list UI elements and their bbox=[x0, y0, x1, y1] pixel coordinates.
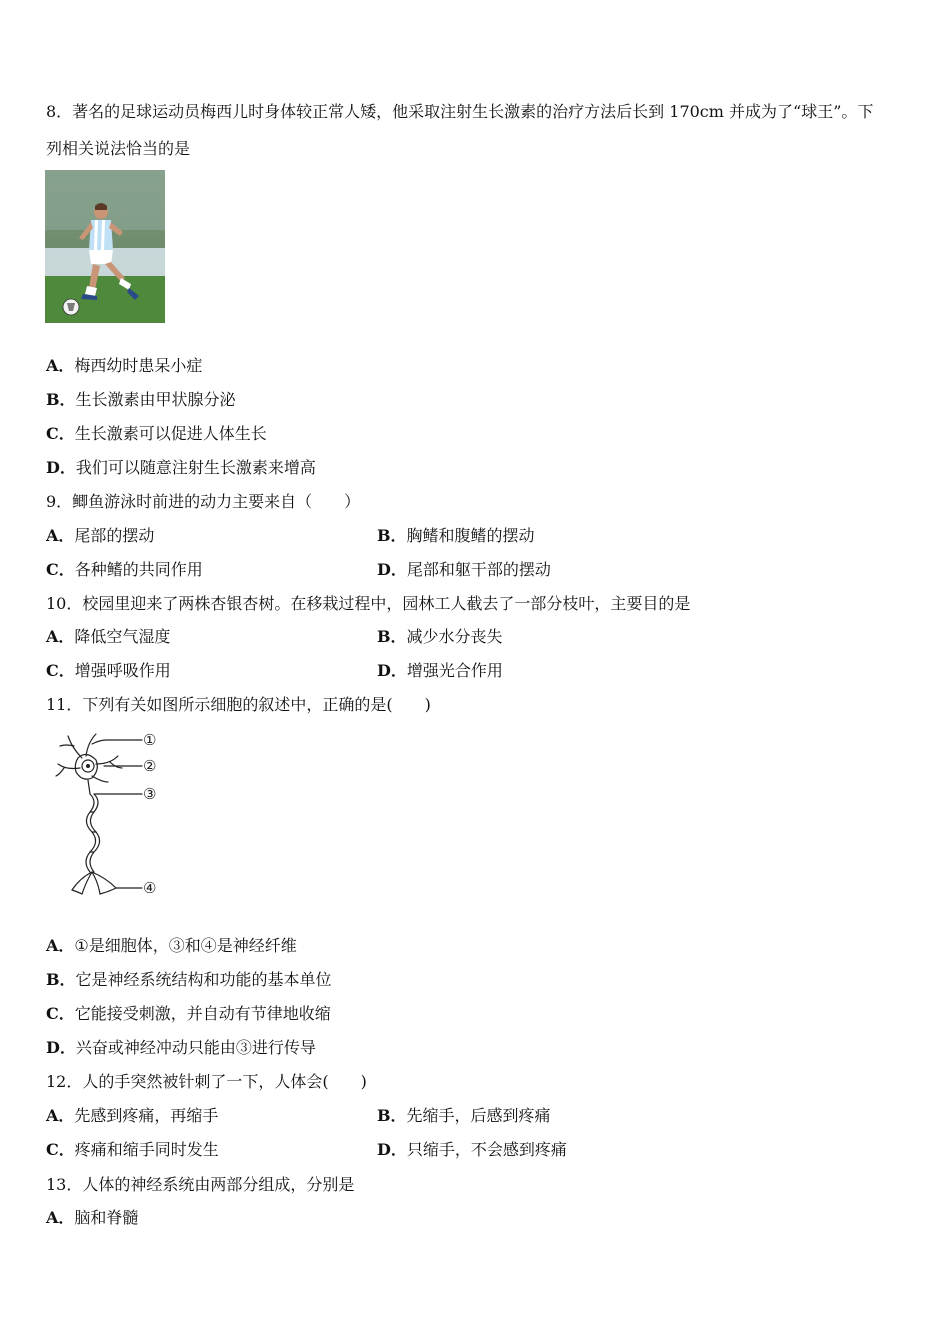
q8-stem-line2: 列相关说法恰当的是 bbox=[46, 139, 191, 158]
q11-option-b[interactable] bbox=[46, 970, 332, 990]
q11-option-a[interactable] bbox=[46, 936, 297, 956]
option-text: 尾部的摆动 bbox=[74, 526, 155, 545]
q9-option-b[interactable] bbox=[377, 526, 535, 546]
q11-option-d[interactable] bbox=[46, 1038, 316, 1058]
q8-option-b[interactable] bbox=[46, 390, 236, 410]
option-text: 它是神经系统结构和功能的基本单位 bbox=[75, 970, 332, 989]
option-letter: D． bbox=[377, 1140, 407, 1159]
option-letter: A． bbox=[46, 936, 75, 955]
q10-option-d[interactable] bbox=[377, 661, 503, 681]
option-text: 减少水分丧失 bbox=[406, 627, 503, 646]
q12-option-a[interactable] bbox=[46, 1106, 218, 1126]
label-4: ④ bbox=[143, 879, 157, 897]
q12-stem: 12．人的手突然被针刺了一下，人体会( ) bbox=[46, 1072, 367, 1091]
q9-option-c[interactable] bbox=[46, 560, 203, 580]
q13-option-a[interactable] bbox=[46, 1208, 138, 1228]
option-text: 增强光合作用 bbox=[406, 661, 503, 680]
q11-stem: 11．下列有关如图所示细胞的叙述中，正确的是( ) bbox=[46, 695, 431, 714]
q8-option-c[interactable] bbox=[46, 424, 267, 444]
option-text: 它能接受刺激，并自动有节律地收缩 bbox=[74, 1004, 331, 1023]
q8-option-a[interactable] bbox=[46, 356, 202, 376]
option-text: 胸鳍和腹鳍的摆动 bbox=[406, 526, 535, 545]
option-letter: C． bbox=[46, 560, 75, 579]
option-text: 我们可以随意注射生长激素来增高 bbox=[75, 458, 316, 477]
label-2: ② bbox=[143, 757, 157, 775]
option-letter: A． bbox=[46, 627, 75, 646]
option-text: 生长激素可以促进人体生长 bbox=[74, 424, 267, 443]
option-letter: A． bbox=[46, 526, 75, 545]
option-letter: B． bbox=[377, 1106, 407, 1125]
option-text: 只缩手，不会感到疼痛 bbox=[406, 1140, 567, 1159]
q10-option-b[interactable] bbox=[377, 627, 503, 647]
option-text: 梅西幼时患呆小症 bbox=[74, 356, 203, 375]
football-player-photo bbox=[45, 170, 165, 323]
neuron-diagram bbox=[52, 728, 167, 908]
option-text: 各种鳍的共同作用 bbox=[74, 560, 203, 579]
q10-option-a[interactable] bbox=[46, 627, 170, 647]
label-3: ③ bbox=[143, 785, 157, 803]
q13-stem: 13．人体的神经系统由两部分组成，分别是 bbox=[46, 1175, 355, 1194]
option-letter: C． bbox=[46, 424, 75, 443]
option-letter: D． bbox=[46, 458, 76, 477]
option-text: ①是细胞体，③和④是神经纤维 bbox=[74, 936, 297, 955]
option-text: 先感到疼痛，再缩手 bbox=[74, 1106, 219, 1125]
option-letter: D． bbox=[46, 1038, 76, 1057]
option-letter: D． bbox=[377, 560, 407, 579]
option-text: 先缩手，后感到疼痛 bbox=[406, 1106, 551, 1125]
q8-option-d[interactable] bbox=[46, 458, 316, 478]
label-1: ① bbox=[143, 731, 157, 749]
q10-option-c[interactable] bbox=[46, 661, 171, 681]
q9-stem: 9．鲫鱼游泳时前进的动力主要来自（ ） bbox=[46, 492, 361, 511]
option-letter: C． bbox=[46, 661, 75, 680]
option-letter: A． bbox=[46, 1208, 75, 1227]
q11-option-c[interactable] bbox=[46, 1004, 331, 1024]
q9-option-d[interactable] bbox=[377, 560, 551, 580]
option-letter: A． bbox=[46, 356, 75, 375]
option-text: 生长激素由甲状腺分泌 bbox=[75, 390, 236, 409]
q12-option-d[interactable] bbox=[377, 1140, 567, 1160]
option-letter: B． bbox=[377, 627, 407, 646]
q10-stem: 10．校园里迎来了两株杏银杏树。在移栽过程中，园林工人截去了一部分枝叶，主要目的是 bbox=[46, 594, 691, 613]
option-letter: C． bbox=[46, 1004, 75, 1023]
option-letter: D． bbox=[377, 661, 407, 680]
q9-option-a[interactable] bbox=[46, 526, 154, 546]
option-text: 尾部和躯干部的摆动 bbox=[406, 560, 551, 579]
option-text: 兴奋或神经冲动只能由③进行传导 bbox=[75, 1038, 316, 1057]
option-letter: B． bbox=[377, 526, 407, 545]
option-letter: A． bbox=[46, 1106, 75, 1125]
option-letter: B． bbox=[46, 970, 76, 989]
q12-option-c[interactable] bbox=[46, 1140, 219, 1160]
q8-stem-line1: 8．著名的足球运动员梅西儿时身体较正常人矮，他采取注射生长激素的治疗方法后长到 170cm 并成为了“球王”。下 bbox=[46, 102, 874, 121]
option-text: 疼痛和缩手同时发生 bbox=[74, 1140, 219, 1159]
option-letter: C． bbox=[46, 1140, 75, 1159]
option-letter: B． bbox=[46, 390, 76, 409]
option-text: 增强呼吸作用 bbox=[74, 661, 171, 680]
option-text: 脑和脊髓 bbox=[74, 1208, 139, 1227]
option-text: 降低空气湿度 bbox=[74, 627, 171, 646]
q12-option-b[interactable] bbox=[377, 1106, 551, 1126]
